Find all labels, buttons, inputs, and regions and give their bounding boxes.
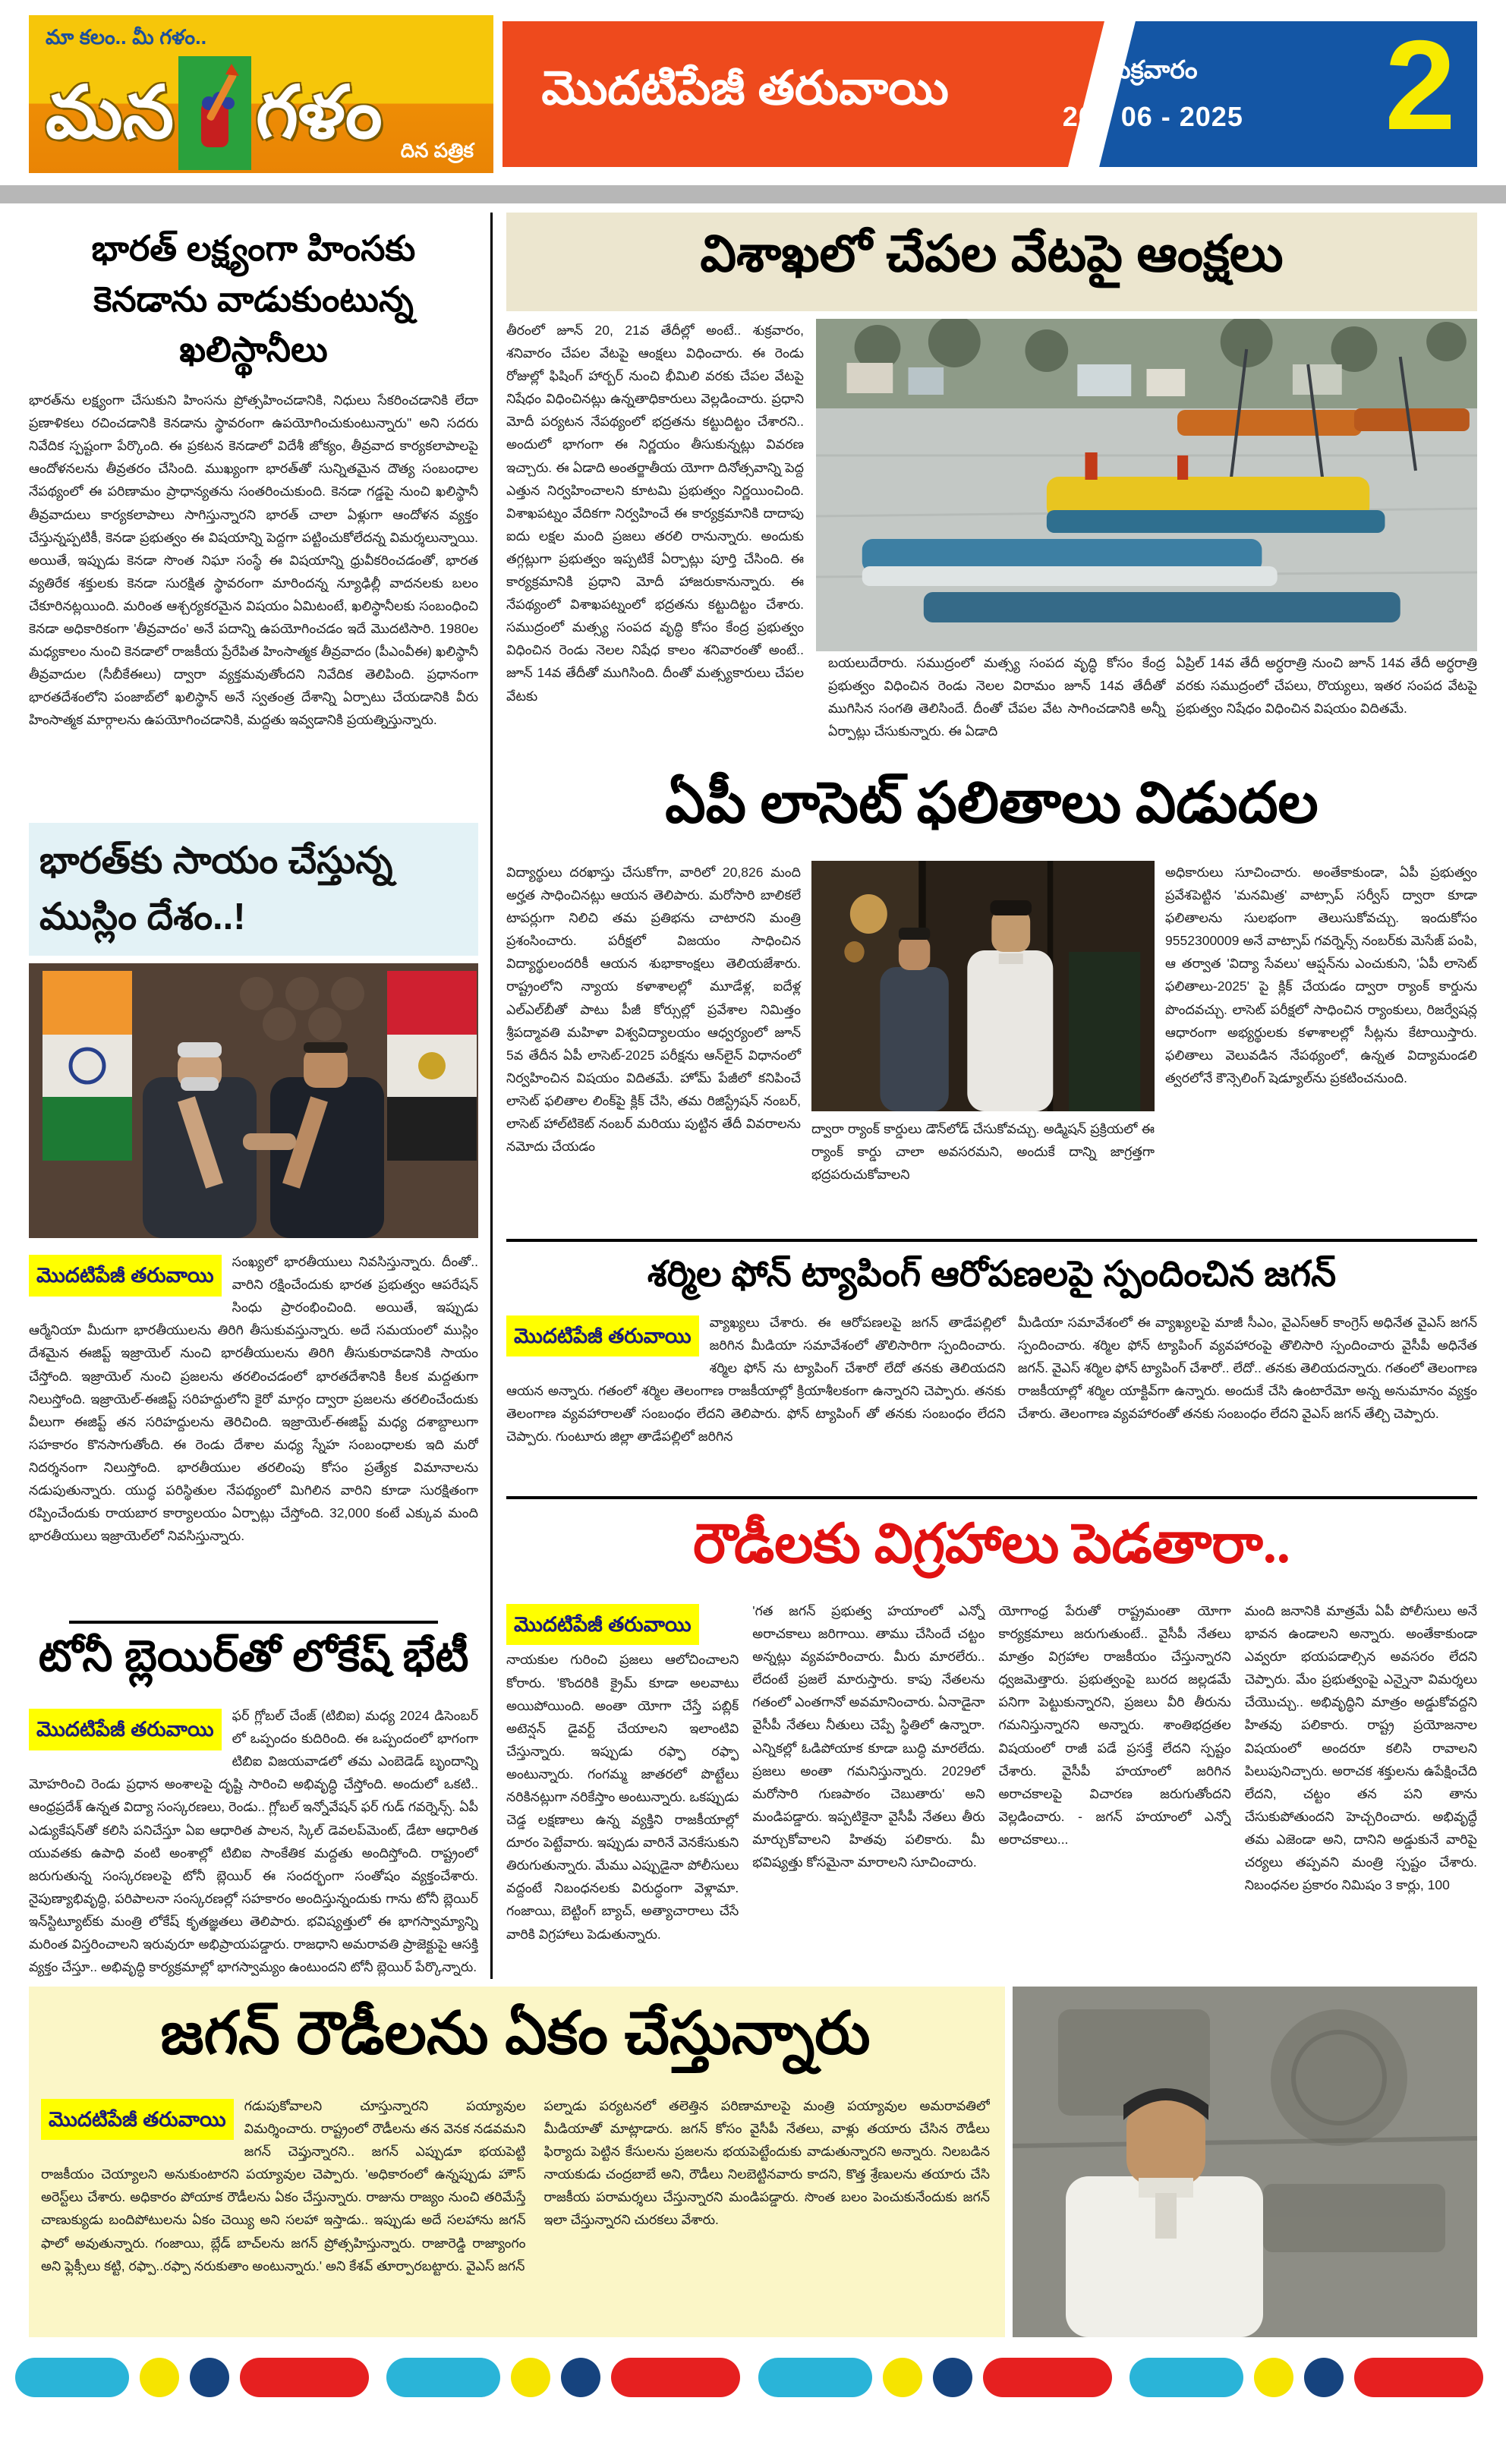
jagan-col1-text: గడుపుకోవాలని చూస్తున్నారని పయ్యావుల విమర్శించారు. రాష్ట్రంలో రౌడీలను తన వెనక నడవమని జగన్ చెప్తున్నారని.. జగన్ ఎప్పుడూ భయపెట్టి రాజకీయం చెయ్యాలని అనుకుంటారని పయ్యావుల చెప్పారు. 'అధికారంలో ఉన్నప్పుడు హౌస్ అరెస్ట్‌లు చేశారు. అధికారం పోయాక రౌడీలను ఏకం చేస్తున్నారు. రాజును రాజ్యం నుంచి తరిమేస్తే చాణుక్యుడు బందిపోటులను ఏకం చెయ్యి అని సలహా ఇస్తాడు.. ఇప్పుడు అదే సలహాను జగన్ ఫాలో అవుతున్నారు. గంజాయి, బ్లేడ్ బాచ్‌లను జగన్ ప్రోత్సహిస్తున్నారు. రాజారెడ్డి రాజ్యాంగం అని ఫ్లెక్సీలు కట్టి, రఫ్పా..రఫ్పా నరుకుతాం అంటున్నారు.' అని కేశవ్ తూర్పారబట్టారు. వైఎస్ జగన్ <box>41 2098 526 2273</box>
footer-pill-group <box>1130 2358 1483 2397</box>
jagan-col1 <box>41 2094 526 2322</box>
lawcet-col1: విద్యార్థులు దరఖాస్తు చేసుకోగా, వారిలో 20,826 మంది అర్హత సాధించినట్లు ఆయన తెలిపారు. మరోసారి బాలికలే టాపర్లుగా నిలిచి తమ ప్రతిభను చాటారని మంత్రి ప్రశంసించారు. పరీక్షలో విజయం సాధించిన విద్యార్థులందరికీ ఆయన శుభాకాంక్షలు తెలియజేశారు. రాష్ట్రంలోని న్యాయ కళాశాలల్లో మూడేళ్ల, ఐదేళ్ల ఎల్ఎల్‌బీతో పాటు పీజీ కోర్సుల్లో ప్రవేశాల నిమిత్తం శ్రీపద్మావతి మహిళా విశ్వవిద్యాలయం ఆధ్వర్యంలో జూన్ 5వ తేదీన ఏపీ లాసెట్-2025 పరీక్షను ఆన్‌లైన్ విధానంలో నిర్వహించిన విషయం విదితమే. హోమ్ పేజీలో కనిపించే లాసెట్ ఫలితాల లింక్‌పై క్లిక్ చేసి, తమ రిజిస్ట్రేషన్ నంబర్, లాసెట్ హాల్‌టికెట్ నంబర్ మరియు పుట్టిన తేదీ వివరాలను నమోదు చేయడం <box>506 865 801 1155</box>
continuation-tag: మొదటిపేజీ తరువాయి <box>506 1315 699 1356</box>
khalistan-headline: భారత్ లక్ష్యంగా హింసకు కెనడాను వాడుకుంటున్న ఖలిస్థానీలు <box>91 228 416 370</box>
rowdy-col3: యోగాంధ్ర పేరుతో రాష్ట్రమంతా యోగా కార్యక్రమాలు జరుగుతుంటే.. వైసీపీ నేతలు మాత్రం విగ్రహాల రాజకీయం చేస్తున్నారని ధ్వజమెత్తారు. ప్రభుత్వంపై బురద జల్లడమే పనిగా పెట్టుకున్నారని, ప్రజలు వీరి తీరును గమనిస్తున్నారని అన్నారు. శాంతిభద్రతల విషయంలో రాజీ పడే ప్రసక్తే లేదని స్పష్టం చేశారు. వైసీపీ హయాంలో జరిగిన అరాచకాలపై విచారణ జరుగుతోందని వెల్లడించారు. - జగన్ హయాంలో ఎన్నో అరాచకాలు... <box>998 1603 1231 1847</box>
lawcet-headline: ఏపీ లాసెట్ ఫలితాలు విడుదల <box>665 772 1319 835</box>
newspaper-logo <box>29 15 493 173</box>
muslim-country-body-text: సంఖ్యలో భారతీయులు నివసిస్తున్నారు. దీంతో.. వారిని రక్షించేందుకు భారత ప్రభుత్వం ఆపరేషన్ సింధు ప్రారంభించింది. అయితే, ఇప్పుడు ఆర్మేనియా మీదుగా భారతీయులను తిరిగి తీసుకువస్తున్నారు. అదే సమయంలో ముస్లిం దేశమైన ఈజిప్ట్ ఇజ్రాయెల్ నుంచి భారతీయులను తిరిగి తీసుకురావడానికి సాయం చేస్తోంది. ఇజ్రాయెల్ నుంచి ప్రజలను తరలించడంలో భారతదేశానికి కీలక మద్దతుగా నిలుస్తోంది. ఇజ్రాయెల్-ఈజిప్ట్ సరిహద్దులోని కైరో మార్గం ద్వారా ప్రజలను తరలించేందుకు వీలుగా ఈజిప్ట్ తన సరిహద్దులను తెరిచింది. ఇజ్రాయెల్-ఈజిప్ట్ మధ్య దశాబ్దాలుగా సహకారం కొనసాగుతోంది. ఈ రెండు దేశాల మధ్య స్నేహ సంబంధాలకు ఇది మరో నిదర్శనంగా నిలుస్తోంది. భారతీయుల తరలింపు కోసం ప్రత్యేక విమానాలను నడుపుతున్నారు. యుద్ధ పరిస్థితుల నేపథ్యంలో మిగిలిన వారిని కూడా సురక్షితంగా రప్పించేందుకు రాయబార కార్యాలయం ఏర్పాట్లు చేస్తోంది. 32,000 కంటే ఎక్కువ మంది భారతీయులు ఇజ్రాయెల్‌లో నివసిస్తున్నారు. <box>29 1254 478 1544</box>
yellow-dot-shape <box>511 2358 550 2397</box>
fishing-col1: తీరంలో జూన్ 20, 21వ తేదీల్లో అంటే.. శుక్రవారం, శనివారం చేపల వేటపై ఆంక్షలు విధించారు. ఈ రెండు రోజుల్లో ఫిషింగ్ హార్బర్ నుంచి భీమిలి వరకు చేపల వేటపై నిషేధం విధించినట్లు ఉన్నతాధికారులు వెల్లడించారు. ప్రధాని మోదీ పర్యటన నేపథ్యంలో భద్రతను కట్టుదిట్టం చేశారని.. అందులో భాగంగా ఈ నిర్ణయం తీసుకున్నట్లు వివరణ ఇచ్చారు. ఈ ఏడాది అంతర్జాతీయ యోగా దినోత్సవాన్ని పెద్ద ఎత్తున నిర్వహించాలని కూటమి ప్రభుత్వం నిర్ణయించింది. విశాఖపట్నం వేదికగా నిర్వహించే ఈ కార్యక్రమానికి దాదాపు ఐదు లక్షల మంది ప్రజలు తరలి రానున్నారు. అందుకు తగ్గట్లుగా ప్రభుత్వం ఇప్పటికే ఏర్పాట్లు పూర్తి చేసింది. ఈ కార్యక్రమానికి ప్రధాని మోదీ హాజరుకానున్నారు. ఈ నేపథ్యంలో విశాఖపట్నంలో భద్రతను కట్టుదిట్టం చేశారు. సముద్రంలో మత్స్య సంపద వృద్ధి కోసం కేంద్ర ప్రభుత్వం విధించిన రెండు నెలల నిషేధ కాలం శనివారంతో అంటే.. జూన్ 14వ తేదీతో ముగిసింది. దీంతో మత్స్యకారులు చేపల వేటకు <box>506 323 804 704</box>
continuation-tag: మొదటిపేజీ తరువాయి <box>506 1604 699 1645</box>
sharmila-col2: మీడియా సమావేశంలో ఈ వ్యాఖ్యలపై మాజీ సీఎం, వైఎస్ఆర్ కాంగ్రెస్ అధినేత వైఎస్ జగన్ స్పందించారు. శర్మిల ఫోన్ ట్యాపింగ్ వ్యవహారంపై తొలిసారి స్పందించారు వైసీపీ అధినేత జగన్. వైఎస్ శర్మిల ఫోన్ ట్యాపింగ్ చేశారో.. లేదో.. తనకు తెలియదన్నారు. గతంలో తెలంగాణ రాజకీయాల్లో శర్మిల యాక్టివ్‌గా ఉన్నారు. అందుకే చేసి ఉంటారేమో అన్న అనుమానం వ్యక్తం చేశారు. తెలంగాణ వ్యవహారంతో తనకు సంబంధం లేదని వైఎస్ జగన్ తేల్చి చెప్పారు. <box>1017 1315 1477 1422</box>
rule-above-blair <box>69 1621 437 1624</box>
red-pill-shape <box>611 2358 740 2397</box>
rowdy-body-row <box>506 1599 1477 1979</box>
article-jagan-rowdies <box>29 1987 1477 2337</box>
sharmila-col1-text: వ్యాఖ్యలు చేశారు. ఈ ఆరోపణలపై జగన్ తాడేపల్లిలో జరిగిన మీడియా సమావేశంలో తొలిసారిగా స్పందించారు. శర్మిల ఫోన్ ను ట్యాపింగ్ చేశారో లేదో తనకు తెలియదని ఆయన అన్నారు. గతంలో శర్మిల తెలంగాణ రాజకీయాల్లో క్రియాశీలకంగా ఉన్నారని చెప్పారు. తనకు తెలంగాణ వ్యవహారాలతో సంబంధం లేదని తెలిపారు. ఫోన్ ట్యాపింగ్ తో తనకు సంబంధం లేదని చెప్పారు. గుంటూరు జిల్లా తాడేపల్లిలో జరిగిన <box>506 1315 1006 1445</box>
continuation-tag: మొదటిపేజీ తరువాయి <box>29 1255 222 1296</box>
navy-dot-shape <box>190 2358 229 2397</box>
red-pill-shape <box>1354 2358 1483 2397</box>
red-pill-shape <box>240 2358 369 2397</box>
sharmila-col1 <box>506 1311 1018 1496</box>
masthead <box>29 15 1477 173</box>
newspaper-page <box>0 15 1506 2464</box>
masthead-divider-bar <box>0 185 1506 203</box>
lawcet-center-block <box>811 861 1165 1227</box>
modi-sisi-photo <box>29 963 478 1238</box>
footer-pill-group <box>758 2358 1112 2397</box>
fishing-col2: బయలుదేరారు. సముద్రంలో మత్స్య సంపద వృద్ధి కోసం కేంద్ర ప్రభుత్వం విధించిన రెండు నెలల విరామం జూన్ 14వ తేదీతో ముగిసిన సంగతి తెలిసిందే. దీంతో చేపల వేట సాగించడానికి అన్నీ ఏర్పాట్లు చేసుకున్నారు. ఈ ఏడాది <box>828 655 1166 739</box>
sharmila-body-row <box>506 1311 1477 1496</box>
rule-above-rowdy <box>506 1496 1477 1499</box>
weekday-label: శుక్రవారం <box>1107 55 1198 83</box>
muslim-country-body <box>29 1250 478 1607</box>
article-fishing-ban <box>506 213 1477 751</box>
jagan-col2: పల్నాడు పర్యటనలో తలెత్తిన పరిణామాలపై మంత్రి పయ్యావుల అమరావతిలో మీడియాతో మాట్లాడారు. జగన్ కోసం వైసీపీ నేతలు, వాళ్లు తయారు చేసిన రౌడీలు ఫిర్యాదు పెట్టిన కేసులను ప్రజలను భయపెట్టేందుకు వాడుతున్నారని అన్నారు. నిలబడిన నాయకుడు చంద్రబాబే అని, రౌడీలు నిలబెట్టినవారు కాదని, కొత్త శ్రేణులను తయారు చేసి రాజకీయ పరామర్శలు చేస్తున్నారని మండిపడ్డారు. సొంత బలం పెంచుకునేందుకు జగన్ ఇలా చేస్తున్నారని చురకలు వేశారు. <box>543 2098 990 2228</box>
navy-dot-shape <box>1304 2358 1344 2397</box>
article-tony-blair <box>29 1621 478 1977</box>
yellow-dot-shape <box>1254 2358 1293 2397</box>
lawcet-body-row <box>506 861 1477 1227</box>
jagan-headline: జగన్ రౌడీలను ఏకం చేస్తున్నారు <box>160 1999 871 2066</box>
fishing-headline: విశాఖలో చేపల వేటపై ఆంక్షలు <box>700 225 1284 282</box>
logo-tagline: మా కలం.. మీ గళం.. <box>46 26 207 49</box>
masthead-banner <box>503 15 1477 173</box>
khalistan-body: భారత్‌ను లక్ష్యంగా చేసుకుని హింసను ప్రోత్సహించడానికి, నిధులు సేకరించడానికి లేదా ప్రణాళికలు రచించడానికి కెనడాను స్థావరంగా ఉపయోగించుకుంటున్నారు" అని సదరు నివేదిక స్పష్టంగా పేర్కొంది. ఈ ప్రకటన కెనడాలో విదేశీ జోక్యం, తీవ్రవాద కార్యకలాపాలపై ఆందోళనలను తీవ్రతరం చేసింది. ముఖ్యంగా భారత్‌తో సున్నితమైన దౌత్య సంబంధాల నేపథ్యంలో ఈ పరిణామం ప్రాధాన్యతను సంతరించుకుంది. కెనడా గడ్డపై నుంచి ఖలిస్థానీ తీవ్రవాదులు కార్యకలాపాలు సాగిస్తున్నారని భారత్ చాలా ఏళ్లుగా ఆందోళన వ్యక్తం చేస్తున్నప్పటికీ, కెనడా ప్రభుత్వం ఈ విషయాన్ని పెద్దగా పట్టించుకోలేదన్న విమర్శలున్నాయి. అయితే, ఇప్పుడు కెనడా సొంత నిఘా సంస్థే ఈ విషయాన్ని ధ్రువీకరించడంతో, భారత వ్యతిరేక శక్తులకు కెనడా సురక్షిత స్థావరంగా మారిందన్న న్యూఢిల్లీ వాదనలకు బలం చేకూరినట్లయింది. మరింత ఆశ్చర్యకరమైన విషయం ఏమిటంటే, ఖలిస్థానీలకు సంబంధించి కెనడా అధికారికంగా 'తీవ్రవాదం' అనే పదాన్ని ఉపయోగించడం ఇదే మొదటిసారి. 1980ల మధ్యకాలం నుంచి కెనడాలో రాజకీయ ప్రేరేపిత హింసాత్మక తీవ్రవాదం (పీఎంవీఈ) ఖలిస్థానీ తీవ్రవాదుల (సీబీకేఈలు) ద్వారా వ్యక్తమవుతోందని నివేదిక తెలిపింది. ప్రధానంగా భారతదేశంలోని పంజాబ్‌లో ఖలిస్థాన్ అనే స్వతంత్ర దేశాన్ని ఏర్పాటు చేయడానికి వీరు హింసాత్మక మార్గాలను ఉపయోగించడానికి, మద్దతు ఇవ్వడానికి ప్రయత్నిస్తున్నారు. <box>29 392 478 728</box>
rule-above-sharmila <box>506 1239 1477 1242</box>
fishing-headline-band <box>506 213 1477 311</box>
cyan-pill-shape <box>386 2358 500 2397</box>
article-lawcet <box>506 771 1477 1227</box>
lawcet-center-text: ద్వారా ర్యాంక్ కార్డులు డౌన్‌లోడ్ చేసుకోవచ్చు. అడ్మిషన్ ప్రక్రియలో ఈ ర్యాంక్ కార్డు చాలా అవసరమని, అందుకే దాన్ని జాగ్రత్తగా భద్రపరుచుకోవాలని <box>811 1121 1155 1183</box>
date-label: 20 - 06 - 2025 <box>1062 101 1243 132</box>
navy-dot-shape <box>933 2358 972 2397</box>
article-sharmila-tapping <box>506 1239 1477 1496</box>
footer-pill-group <box>15 2358 369 2397</box>
rowdy-headline: రౌడీలకు విగ్రహాలు పెడతారా.. <box>693 1514 1290 1574</box>
muslim-country-headline: భారత్‌కు సాయం చేస్తున్న ముస్లిం దేశం..! <box>29 823 478 956</box>
continuation-tag: మొదటిపేజీ తరువాయి <box>29 1709 222 1750</box>
navy-dot-shape <box>561 2358 600 2397</box>
cyan-pill-shape <box>758 2358 872 2397</box>
rowdy-col4: మంది జనానికి మాత్రమే ఏపీ పోలీసులు అనే భావన ఉండాలని అన్నారు. అంతేకాకుండా ఎవ్వరూ భయపడాల్సిన అవసరం లేదని చెప్పారు. మేం ప్రభుత్వంపై ఎన్నైనా విమర్శలు చేయొచ్చు.. అభివృద్ధిని మాత్రం అడ్డుకోవద్దని హితవు పలికారు. రాష్ట్ర ప్రయోజనాల విషయంలో అందరూ కలిసి రావాలని పిలుపునిచ్చారు. అరాచక శక్తులను ఉపేక్షించేది లేదని, చట్టం తన పని తాను చేసుకుపోతుందని హెచ్చరించారు. అభివృద్ధే తమ ఎజెండా అని, దానిని అడ్డుకునే వారిపై చర్యలు తప్పవని మంత్రి స్పష్టం చేశారు. నిబంధనల ప్రకారం నిమిషం 3 కార్లు, 100 <box>1244 1603 1477 1893</box>
fishing-lower-row <box>506 651 1477 751</box>
blair-body-text: ఫర్ గ్లోబల్ చేంజ్ (టిబిఐ) మధ్య 2024 డిసెంబర్ లో ఒప్పందం కుదిరింది. ఈ ఒప్పందంలో భాగంగా టిబిఐ విజయవాడలో తమ ఎంబెడెడ్ బృందాన్ని మోహరించి రెండు ప్రధాన అంశాలపై దృష్టి సారించి అభివృద్ధి చేస్తోంది. అందులో ఒకటి.. ఆంధ్రప్రదేశ్ ఉన్నత విద్యా సంస్కరణలు, రెండు.. గ్లోబల్ ఇన్నోవేషన్ ఫర్ గుడ్ గవర్నెన్స్. ఏపీ ఎడ్యుకేషన్‌తో కలిసి పనిచేస్తూ ఏఐ ఆధారిత పాలన, స్కిల్ డెవలప్‌మెంట్, డేటా ఆధారిత యువతకు ఉపాధి వంటి అంశాల్లో టిబిఐ సాంకేతిక మద్దతు అందిస్తోంది. రాష్ట్రంలో జరుగుతున్న సంస్కరణలపై టోనీ బ్లెయిర్ ఈ సందర్భంగా సంతోషం వ్యక్తంచేశారు. నైపుణ్యాభివృద్ధి, పరిపాలనా సంస్కరణల్లో సహకారం అందిస్తున్నందుకు గాను టోనీ బ్లెయిర్ ఇన్‌స్టిట్యూట్‌కు మంత్రి లోకేష్ కృతజ్ఞతలు తెలిపారు. భవిష్యత్తులో ఈ భాగస్వామ్యాన్ని మరింత విస్తరించాలని ఇరువురూ అభిప్రాయపడ్డారు. రాజధాని అమరావతి ప్రాజెక్టుపై ఆసక్తి వ్యక్తం చేస్తూ.. అభివృద్ధి కార్యక్రమాల్లో భాగస్వామ్యం ఉంటుందని టోనీ బ్లెయిర్ పేర్కొన్నారు. <box>29 1708 478 1975</box>
logo-title-right: గళం <box>255 72 383 153</box>
logo-subtitle: దిన పత్రిక <box>400 139 474 162</box>
cyan-pill-shape <box>15 2358 129 2397</box>
date-block <box>1063 55 1243 133</box>
continuation-banner-label: మొదటిపేజీ తరువాయి <box>541 62 949 115</box>
blair-headline: టోనీ బ్లెయిర్‌తో లోకేష్ భేటీ <box>38 1632 469 1681</box>
cyan-pill-shape <box>1130 2358 1243 2397</box>
article-muslim-country <box>29 823 478 1607</box>
fishing-boats-photo <box>816 319 1477 651</box>
right-column <box>493 213 1477 1979</box>
blair-body <box>29 1704 478 1977</box>
yellow-dot-shape <box>883 2358 922 2397</box>
fist-pencil-icon <box>178 56 251 170</box>
jagan-article-band <box>29 1987 1005 2337</box>
sharmila-headline: శర్మిల ఫోన్ ట్యాపింగ్ ఆరోపణలపై స్పందించిన జగన్ <box>647 1253 1337 1293</box>
left-column <box>29 213 490 1979</box>
fishing-spacer <box>506 651 816 751</box>
jagan-body-row <box>41 2094 990 2322</box>
article-rowdy-statues <box>506 1496 1477 1979</box>
rowdy-col1-text: నాయకుల గురించి ప్రజలు ఆలోచించాలని కోరారు. 'కొందరికి క్రైమ్ కూడా అలవాటు అయిపోయింది. అంతా యోగా చేస్తే పబ్లిక్ అటెన్షన్ డైవర్ట్ చేయాలని ఇలాంటివి చేస్తున్నారు. ఇప్పుడు రఫ్ఫా రఫ్ఫా అంటున్నారు. గంగమ్మ జాతరలో పొట్టేలు నరికినట్లుగా నరికేస్తాం అంటున్నారు. ఒకప్పుడు చెడ్డ లక్షణాలు ఉన్న వ్యక్తిని రాజకీయాల్లో దూరం పెట్టేవారు. ఇప్పుడు వారినే వెనకేసుకుని తిరుగుతున్నారు. మేము ఎప్పుడైనా పోలీసులు వద్దంటే నిబంధనలకు విరుద్ధంగా వెళ్లామా. గంజాయి, బెట్టింగ్ బ్యాచ్, అత్యాచారాలు చేసే వారికి విగ్రహాలు పెడుతున్నారు. <box>506 1652 739 1942</box>
lokesh-photo <box>811 861 1155 1111</box>
yellow-dot-shape <box>140 2358 179 2397</box>
continuation-tag: మొదటిపేజీ తరువాయి <box>41 2099 234 2140</box>
fishing-col3: ఏప్రిల్ 14వ తేదీ అర్ధరాత్రి నుంచి జూన్ 14వ తేదీ అర్ధరాత్రి వరకు సముద్రంలో చేపలు, రొయ్యలు, ఇతర సంపద వేటపై ప్రభుత్వం నిషేధం విధించిన విషయం విదితమే. <box>1176 655 1477 717</box>
footer-decoration <box>15 2354 1483 2401</box>
payyavula-keshav-photo <box>1013 1987 1477 2337</box>
page-number: 2 <box>1385 15 1456 156</box>
main-content <box>0 203 1506 1979</box>
rowdy-col2: 'గత జగన్ ప్రభుత్వ హయాంలో ఎన్నో అరాచకాలు జరిగాయి. తాము చేసిందే చట్టం అన్నట్లు వ్యవహరించారు. మీరు మారలేరు.. లేదంటే ప్రజలే మారుస్తారు. కాపు నేతలను గతంలో ఎంతగానో అవమానించారు. ఏనాడైనా వైసీపీ నేతలు నీతులు చెప్పే స్థితిలో ఉన్నారా. ఎన్నికల్లో ఓడిపోయాక కూడా బుద్ధి మారలేదు. ప్రజలు అంతా గమనిస్తున్నారు. 2029లో మరోసారి గుణపాఠం చెబుతారు' అని మండిపడ్డారు. ఇప్పటికైనా వైసీపీ నేతలు తీరు మార్చుకోవాలని హితవు పలికారు. మీ భవిష్యత్తు కోసమైనా మారాలని సూచించారు. <box>752 1603 985 1870</box>
lawcet-col3: అధికారులు సూచించారు. అంతేకాకుండా, ఏపీ ప్రభుత్వం ప్రవేశపెట్టిన 'మనమిత్ర' వాట్సాప్ సర్వీస్ ద్వారా కూడా ఫలితాలను సులభంగా తెలుసుకోవచ్చు. ఇందుకోసం 9552300009 అనే వాట్సాప్ గవర్నెన్స్ నంబర్‌కు మెసేజ్ పంపి, ఆ తర్వాత 'విద్యా సేవలు' ఆప్షన్‌ను ఎంచుకుని, 'ఏపీ లాసెట్ ఫలితాలు-2025' పై క్లిక్ చేయడం ద్వారా ర్యాంక్ కార్డును పొందవచ్చు. లాసెట్ పరీక్షలో సాధించిన ర్యాంకులు, రిజర్వేషన్ల ఆధారంగా అభ్యర్థులకు కళాశాలల్లో సీట్లను కేటాయిస్తారు. ఫలితాలు వెలువడిన నేపథ్యంలో, ఉన్నత విద్యామండలి త్వరలోనే కౌన్సెలింగ్ షెడ్యూల్‌ను ప్రకటించనుంది. <box>1165 865 1477 1085</box>
logo-title-left: మన <box>46 72 174 153</box>
red-pill-shape <box>983 2358 1112 2397</box>
footer-pill-group <box>386 2358 740 2397</box>
rowdy-col1 <box>506 1599 739 1979</box>
article-khalistan <box>29 223 478 811</box>
